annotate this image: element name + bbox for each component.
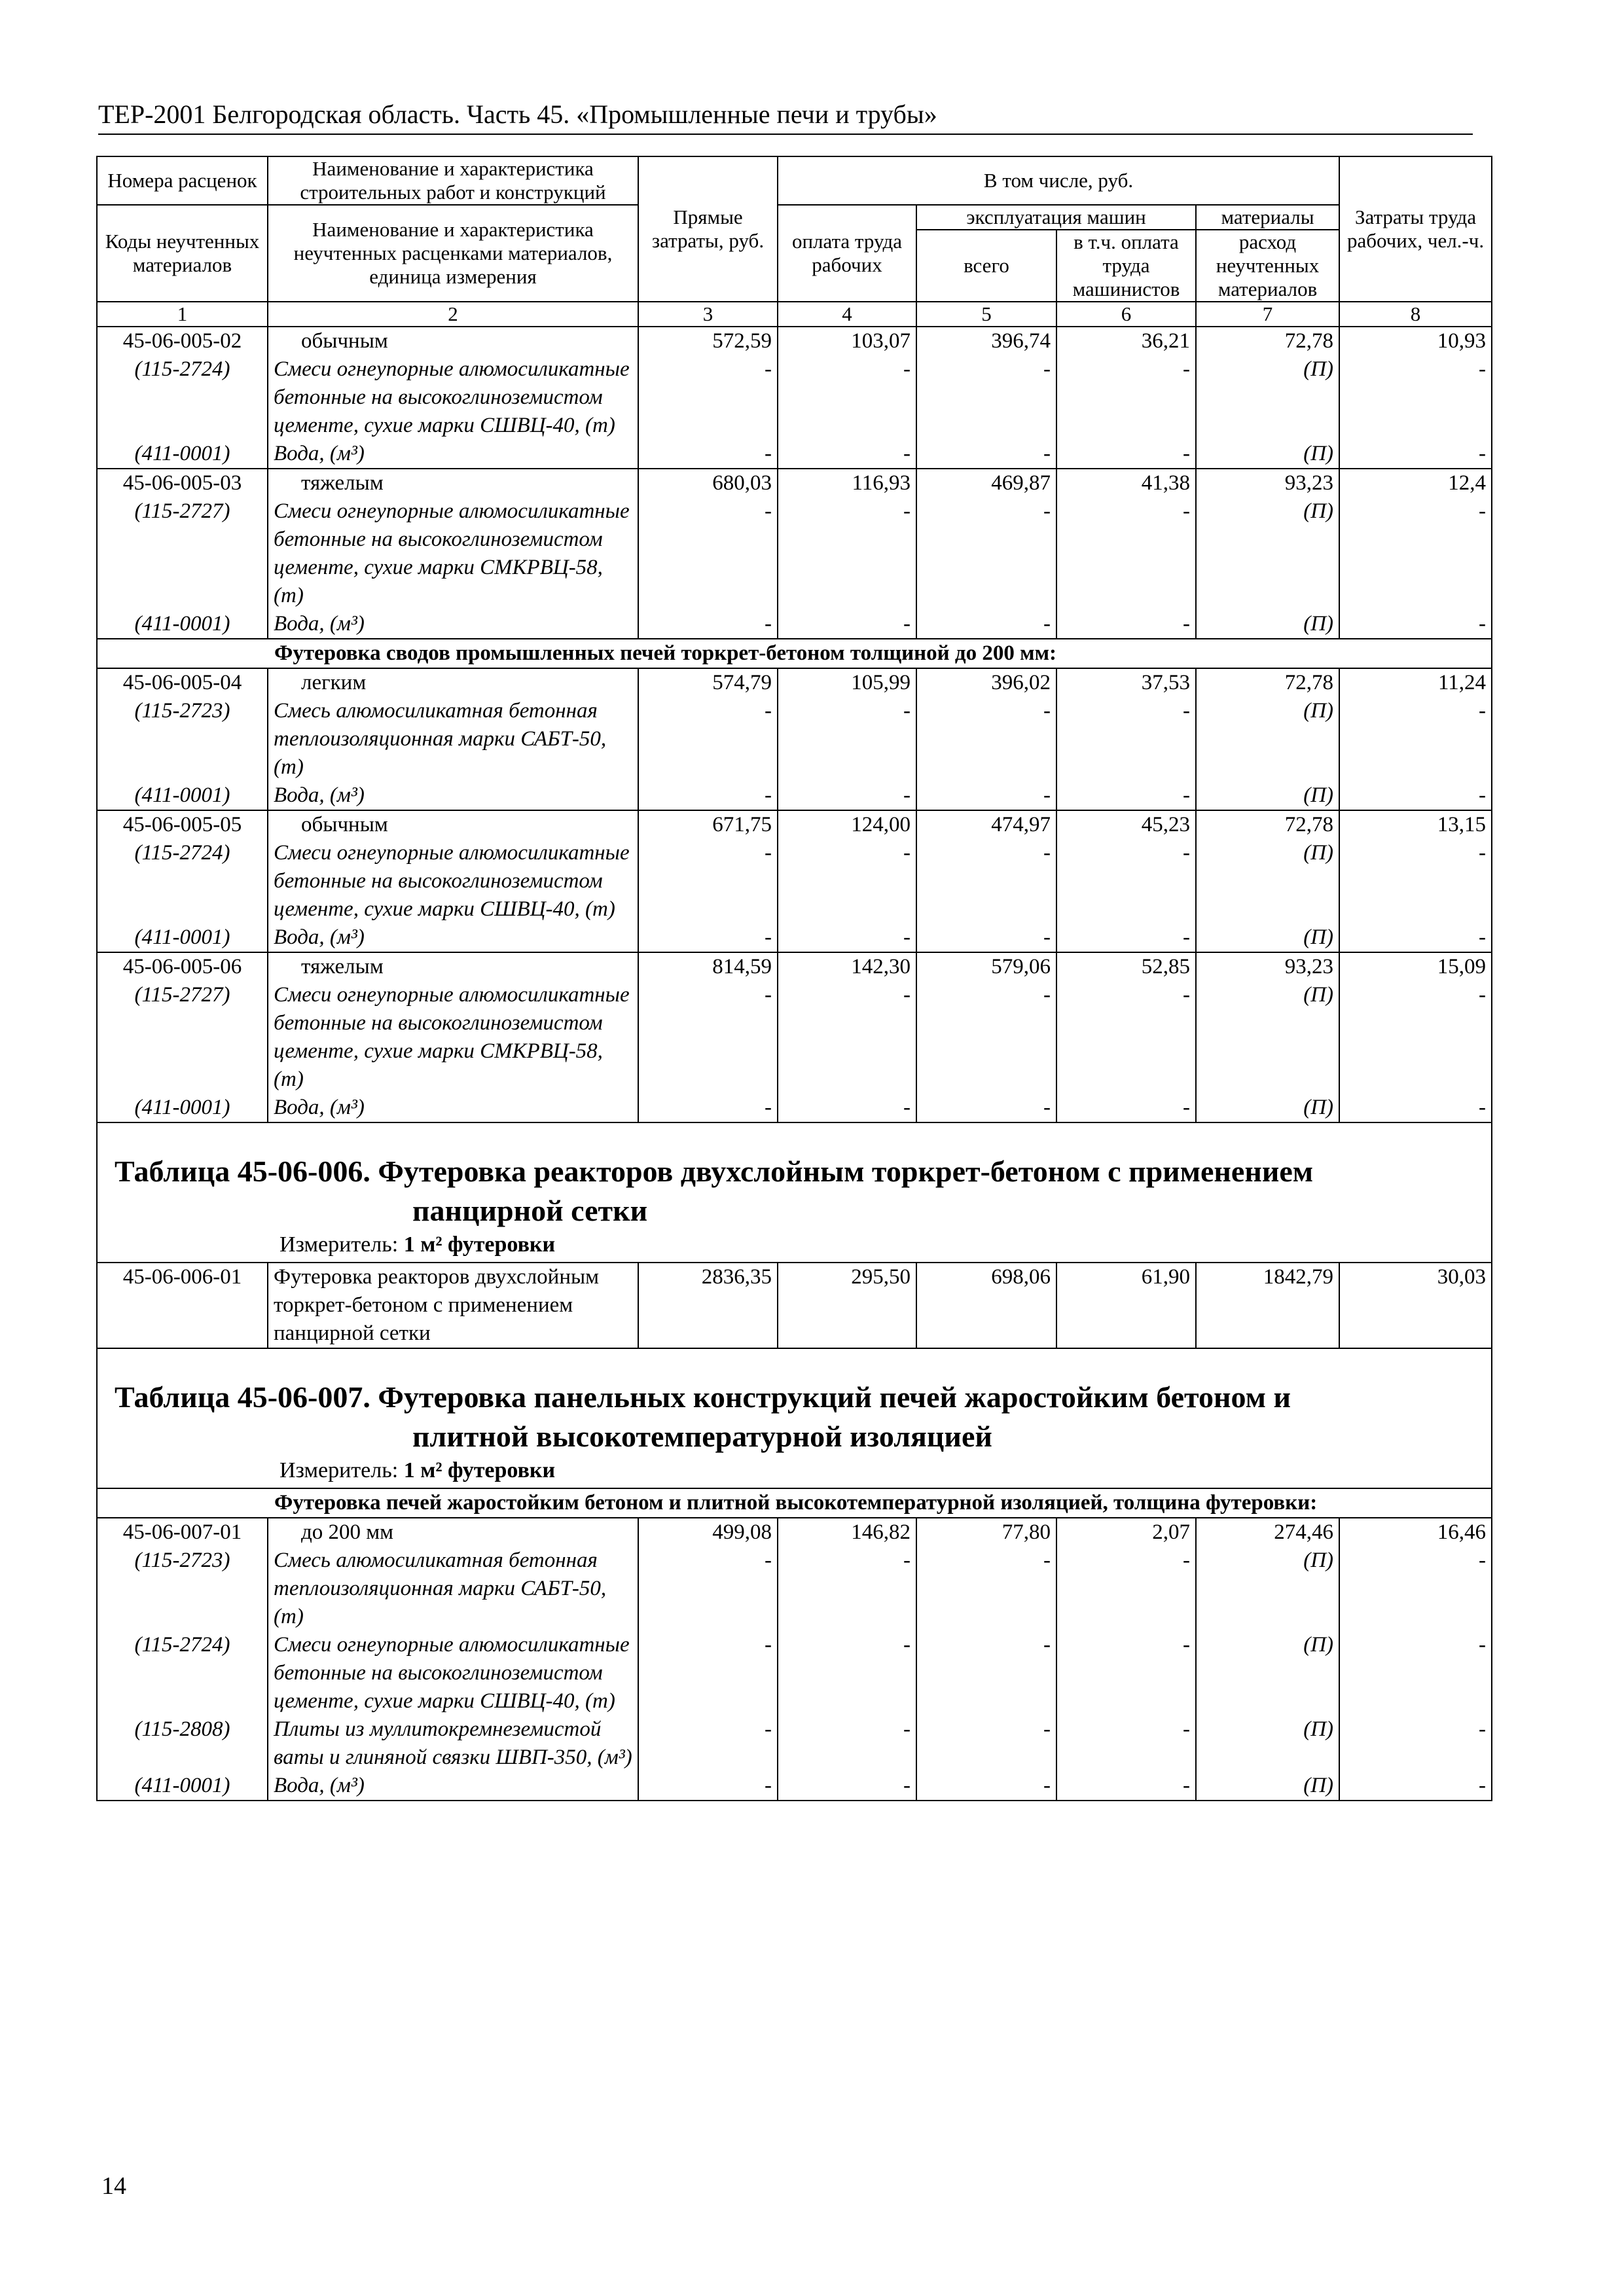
col-number: 1 [97, 302, 268, 327]
cell-value: 116,93 [778, 469, 916, 497]
material-name: Вода, (м³) [268, 440, 638, 469]
col2-sub-header: Наименование и характеристика неучтенных расценками материалов, единица измерения [268, 205, 638, 302]
cell-value: 295,50 [778, 1263, 916, 1348]
dash: - [1339, 1547, 1492, 1631]
cell-value: 15,09 [1339, 952, 1492, 981]
cell-value: 93,23 [1196, 952, 1339, 981]
dash: - [916, 981, 1056, 1094]
cell-value: 61,90 [1056, 1263, 1196, 1348]
cell-value: 16,46 [1339, 1518, 1492, 1547]
material-row [97, 1631, 1492, 1715]
page-header: ТЕР-2001 Белгородская область. Часть 45. «Промышленные печи и трубы» [98, 98, 1473, 135]
dash: - [1056, 697, 1196, 781]
material-code: (115-2724) [97, 839, 268, 924]
dash: - [916, 1715, 1056, 1772]
unit-mark: (П) [1196, 781, 1339, 810]
rate-name: тяжелым [268, 469, 638, 497]
dash: - [1339, 497, 1492, 610]
table-title: Таблица 45-06-006. Футеровка реакторов двухслойным торкрет-бетоном с применением панцирной сетки [115, 1155, 1314, 1227]
material-name: Вода, (м³) [268, 1094, 638, 1122]
material-name: Смеси огнеупорные алюмосиликатные бетонные на высокоглиноземистом цементе, сухие марки СШВЦ-40, (т) [268, 1631, 638, 1715]
material-code: (411-0001) [97, 1772, 268, 1801]
dash: - [1056, 1631, 1196, 1715]
col-number: 5 [916, 302, 1056, 327]
dash: - [638, 781, 778, 810]
cell-value: 124,00 [778, 810, 916, 839]
material-row [97, 697, 1492, 781]
material-code: (411-0001) [97, 781, 268, 810]
cell-value: 12,4 [1339, 469, 1492, 497]
cell-value: 52,85 [1056, 952, 1196, 981]
cell-value: 93,23 [1196, 469, 1339, 497]
table-caption [97, 1348, 1492, 1488]
dash: - [916, 497, 1056, 610]
cell-value: 11,24 [1339, 668, 1492, 697]
material-code: (411-0001) [97, 924, 268, 952]
cell-value: 574,79 [638, 668, 778, 697]
table-row [97, 1263, 1492, 1348]
col7-header: расход неучтенных материалов [1196, 230, 1339, 302]
dash: - [1339, 1631, 1492, 1715]
material-name: Плиты из муллитокремнеземистой ваты и глиняной связки ШВП-350, (м³) [268, 1715, 638, 1772]
section-row [97, 1488, 1492, 1518]
material-code: (411-0001) [97, 1094, 268, 1122]
unit-mark: (П) [1196, 924, 1339, 952]
rate-code: 45-06-007-01 [97, 1518, 268, 1547]
material-row [97, 497, 1492, 610]
rate-name: тяжелым [268, 952, 638, 981]
dash: - [638, 440, 778, 469]
material-name: Смесь алюмосиликатная бетонная теплоизоляционная марки САБТ-50, (т) [268, 1547, 638, 1631]
material-row [97, 924, 1492, 952]
dash: - [916, 839, 1056, 924]
dash: - [778, 1715, 916, 1772]
material-name: Вода, (м³) [268, 924, 638, 952]
col3-header: Прямые затраты, руб. [638, 156, 778, 302]
rate-name: обычным [268, 810, 638, 839]
material-code: (115-2727) [97, 981, 268, 1094]
cell-value: 30,03 [1339, 1263, 1492, 1348]
dash: - [638, 355, 778, 440]
rate-name: легким [268, 668, 638, 697]
rate-name: до 200 мм [268, 1518, 638, 1547]
dash: - [1056, 981, 1196, 1094]
cell-value: 1842,79 [1196, 1263, 1339, 1348]
col-number: 2 [268, 302, 638, 327]
material-code: (115-2723) [97, 697, 268, 781]
dash: - [1339, 610, 1492, 639]
unit-mark: (П) [1196, 355, 1339, 440]
dash: - [1056, 355, 1196, 440]
cell-value: 572,59 [638, 327, 778, 355]
material-code: (115-2723) [97, 1547, 268, 1631]
measure-value: 1 м² футеровки [403, 1458, 556, 1482]
col2-header: Наименование и характеристика строительных работ и конструкций [268, 156, 638, 205]
dash: - [916, 1547, 1056, 1631]
col1-header: Номера расценок [97, 156, 268, 205]
cell-value: 142,30 [778, 952, 916, 981]
dash: - [778, 697, 916, 781]
dash: - [1056, 1094, 1196, 1122]
material-code: (411-0001) [97, 610, 268, 639]
dash: - [1339, 355, 1492, 440]
dash: - [638, 1631, 778, 1715]
cell-value: 41,38 [1056, 469, 1196, 497]
material-code: (115-2724) [97, 1631, 268, 1715]
dash: - [1056, 610, 1196, 639]
dash: - [1056, 839, 1196, 924]
table-row [97, 1518, 1492, 1547]
material-name: Смеси огнеупорные алюмосиликатные бетонные на высокоглиноземистом цементе, сухие марки СШВЦ-40, (т) [268, 839, 638, 924]
machines-header: эксплуатация машин [916, 205, 1196, 230]
dash: - [638, 1547, 778, 1631]
materials-header: материалы [1196, 205, 1339, 230]
cell-value: 146,82 [778, 1518, 916, 1547]
material-code: (115-2727) [97, 497, 268, 610]
material-row [97, 981, 1492, 1094]
rate-code: 45-06-005-06 [97, 952, 268, 981]
col6-header: в т.ч. оплата труда машинистов [1056, 230, 1196, 302]
dash: - [1056, 924, 1196, 952]
table-row [97, 469, 1492, 497]
rates-table [96, 156, 1492, 1801]
col1-sub-header: Коды неучтенных материалов [97, 205, 268, 302]
material-name: Смеси огнеупорные алюмосиликатные бетонные на высокоглиноземистом цементе, сухие марки СШВЦ-40, (т) [268, 355, 638, 440]
unit-mark: (П) [1196, 1547, 1339, 1631]
material-name: Вода, (м³) [268, 610, 638, 639]
rate-code: 45-06-005-04 [97, 668, 268, 697]
section-heading: Футеровка печей жаростойким бетоном и плитной высокотемпературной изоляцией, толщина футеровки: [97, 1488, 1492, 1518]
cell-value: 469,87 [916, 469, 1056, 497]
dash: - [638, 839, 778, 924]
material-code: (115-2808) [97, 1715, 268, 1772]
dash: - [1056, 1547, 1196, 1631]
rate-code: 45-06-005-05 [97, 810, 268, 839]
col-number: 4 [778, 302, 916, 327]
dash: - [778, 610, 916, 639]
dash: - [778, 440, 916, 469]
dash: - [638, 697, 778, 781]
cell-value: 77,80 [916, 1518, 1056, 1547]
material-name: Смеси огнеупорные алюмосиликатные бетонные на высокоглиноземистом цементе, сухие марки СМКРВЦ-58, (т) [268, 497, 638, 610]
material-name: Вода, (м³) [268, 781, 638, 810]
dash: - [778, 1547, 916, 1631]
cell-value: 698,06 [916, 1263, 1056, 1348]
dash: - [1339, 1094, 1492, 1122]
cell-value: 72,78 [1196, 668, 1339, 697]
dash: - [1056, 1772, 1196, 1801]
unit-mark: (П) [1196, 1772, 1339, 1801]
cell-value: 105,99 [778, 668, 916, 697]
dash: - [778, 924, 916, 952]
table-row [97, 952, 1492, 981]
measure-line [103, 1456, 1486, 1488]
unit-mark: (П) [1196, 981, 1339, 1094]
cell-value: 499,08 [638, 1518, 778, 1547]
material-code: (115-2724) [97, 355, 268, 440]
dash: - [1339, 1715, 1492, 1772]
cell-value: 396,74 [916, 327, 1056, 355]
measure-label: Измеритель: [280, 1458, 399, 1482]
table-title: Таблица 45-06-007. Футеровка панельных конструкций печей жаростойким бетоном и плитной высокотемпературной изоляцией [115, 1380, 1291, 1453]
material-name: Смеси огнеупорные алюмосиликатные бетонные на высокоглиноземистом цементе, сухие марки СМКРВЦ-58, (т) [268, 981, 638, 1094]
section-heading: Футеровка сводов промышленных печей торкрет-бетоном толщиной до 200 мм: [97, 639, 1492, 668]
cell-value: 474,97 [916, 810, 1056, 839]
col5-header: всего [916, 230, 1056, 302]
unit-mark: (П) [1196, 497, 1339, 610]
group-header: В том числе, руб. [778, 156, 1339, 205]
cell-value: 37,53 [1056, 668, 1196, 697]
table-caption [97, 1122, 1492, 1263]
dash: - [1339, 924, 1492, 952]
dash: - [1056, 440, 1196, 469]
dash: - [778, 781, 916, 810]
material-row [97, 440, 1492, 469]
cell-value: 45,23 [1056, 810, 1196, 839]
col-number: 6 [1056, 302, 1196, 327]
material-row [97, 1772, 1492, 1801]
dash: - [638, 924, 778, 952]
dash: - [1339, 781, 1492, 810]
unit-mark: (П) [1196, 1094, 1339, 1122]
dash: - [916, 924, 1056, 952]
dash: - [778, 1094, 916, 1122]
dash: - [1056, 1715, 1196, 1772]
unit-mark: (П) [1196, 610, 1339, 639]
dash: - [778, 1631, 916, 1715]
cell-value: 396,02 [916, 668, 1056, 697]
dash: - [1056, 497, 1196, 610]
rate-code: 45-06-006-01 [97, 1263, 268, 1348]
unit-mark: (П) [1196, 1631, 1339, 1715]
col-number: 7 [1196, 302, 1339, 327]
unit-mark: (П) [1196, 697, 1339, 781]
material-row [97, 1094, 1492, 1122]
unit-mark: (П) [1196, 839, 1339, 924]
dash: - [1339, 981, 1492, 1094]
cell-value: 579,06 [916, 952, 1056, 981]
cell-value: 10,93 [1339, 327, 1492, 355]
dash: - [1339, 697, 1492, 781]
cell-value: 36,21 [1056, 327, 1196, 355]
material-name: Вода, (м³) [268, 1772, 638, 1801]
dash: - [638, 1094, 778, 1122]
cell-value: 814,59 [638, 952, 778, 981]
dash: - [778, 1772, 916, 1801]
dash: - [778, 839, 916, 924]
dash: - [638, 497, 778, 610]
dash: - [916, 610, 1056, 639]
col4-header: оплата труда рабочих [778, 205, 916, 302]
measure-line [103, 1230, 1486, 1262]
table-row [97, 327, 1492, 355]
col-number: 3 [638, 302, 778, 327]
cell-value: 671,75 [638, 810, 778, 839]
dash: - [916, 1772, 1056, 1801]
rate-code: 45-06-005-03 [97, 469, 268, 497]
material-row [97, 610, 1492, 639]
material-row [97, 1715, 1492, 1772]
dash: - [638, 1715, 778, 1772]
dash: - [1339, 440, 1492, 469]
col-number: 8 [1339, 302, 1492, 327]
dash: - [916, 1094, 1056, 1122]
rate-code: 45-06-005-02 [97, 327, 268, 355]
cell-value: 274,46 [1196, 1518, 1339, 1547]
dash: - [916, 1631, 1056, 1715]
dash: - [638, 981, 778, 1094]
material-row [97, 355, 1492, 440]
rate-name: обычным [268, 327, 638, 355]
material-row [97, 839, 1492, 924]
measure-value: 1 м² футеровки [403, 1232, 556, 1257]
cell-value: 680,03 [638, 469, 778, 497]
rate-name: Футеровка реакторов двухслойным торкрет-бетоном с применением панцирной сетки [268, 1263, 638, 1348]
dash: - [916, 440, 1056, 469]
cell-value: 72,78 [1196, 810, 1339, 839]
table-row [97, 668, 1492, 697]
dash: - [638, 610, 778, 639]
cell-value: 2,07 [1056, 1518, 1196, 1547]
dash: - [1056, 781, 1196, 810]
table-caption-row [97, 1348, 1492, 1488]
cell-value: 103,07 [778, 327, 916, 355]
material-code: (411-0001) [97, 440, 268, 469]
dash: - [778, 497, 916, 610]
dash: - [916, 697, 1056, 781]
unit-mark: (П) [1196, 1715, 1339, 1772]
dash: - [1339, 839, 1492, 924]
dash: - [638, 1772, 778, 1801]
table-row [97, 810, 1492, 839]
cell-value: 72,78 [1196, 327, 1339, 355]
page-number: 14 [101, 2172, 126, 2200]
cell-value: 2836,35 [638, 1263, 778, 1348]
unit-mark: (П) [1196, 440, 1339, 469]
dash: - [778, 981, 916, 1094]
dash: - [916, 781, 1056, 810]
table-caption-row [97, 1122, 1492, 1263]
cell-value: 13,15 [1339, 810, 1492, 839]
section-row [97, 639, 1492, 668]
material-name: Смесь алюмосиликатная бетонная теплоизоляционная марки САБТ-50, (т) [268, 697, 638, 781]
material-row [97, 1547, 1492, 1631]
dash: - [916, 355, 1056, 440]
measure-label: Измеритель: [280, 1232, 399, 1257]
material-row [97, 781, 1492, 810]
col8-header: Затраты труда рабочих, чел.-ч. [1339, 156, 1492, 302]
dash: - [1339, 1772, 1492, 1801]
dash: - [778, 355, 916, 440]
